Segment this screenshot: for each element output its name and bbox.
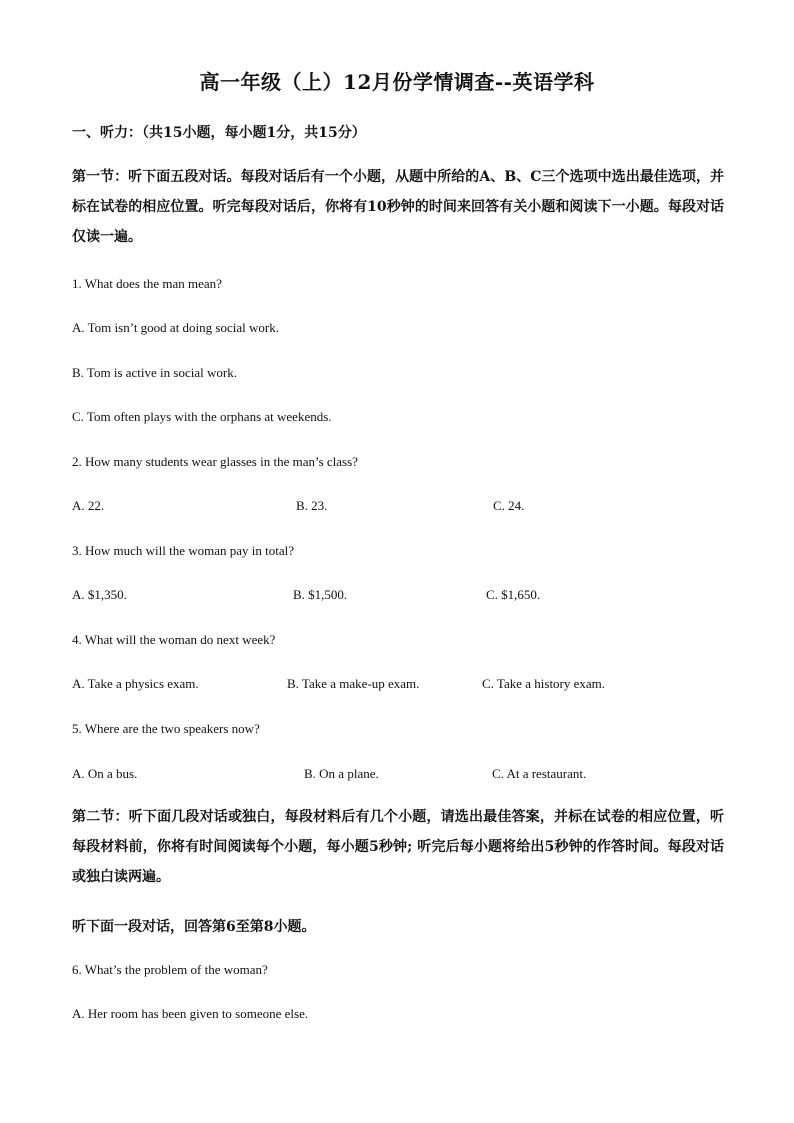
- question-3-option-c: C. $1,650.: [486, 587, 541, 602]
- part2-instructions: 第二节：听下面几段对话或独白，每段材料后有几个小题，请选出最佳答案，并标在试卷的相应位置，听每段材料前，你将有时间阅读每个小题，每小题5秒钟; 听完后每小题将给出5秒钟的作答时间。每段对话或独白读两遍。: [72, 809, 724, 885]
- question-1-option-a: A. Tom isn’t good at doing social work.: [72, 320, 279, 335]
- question-1-option-c: C. Tom often plays with the orphans at weekends.: [72, 409, 332, 424]
- question-4-stem: 4. What will the woman do next week?: [72, 632, 276, 647]
- exam-title: 高一年级（上）12月份学情调查--英语学科: [199, 70, 595, 94]
- question-4-option-c: C. Take a history exam.: [482, 676, 606, 691]
- question-1-option-b: B. Tom is active in social work.: [72, 365, 237, 380]
- question-2-option-b: B. 23.: [296, 498, 328, 513]
- question-2-option-c: C. 24.: [493, 498, 525, 513]
- question-5-stem: 5. Where are the two speakers now?: [72, 721, 260, 736]
- question-5-option-b: B. On a plane.: [304, 766, 379, 781]
- question-6-option-a: A. Her room has been given to someone else.: [72, 1006, 309, 1021]
- question-6-stem: 6. What’s the problem of the woman?: [72, 962, 268, 977]
- question-2-stem: 2. How many students wear glasses in the man’s class?: [72, 454, 358, 469]
- dialogue-intro: 听下面一段对话，回答第6至第8小题。: [72, 919, 316, 935]
- question-3-option-b: B. $1,500.: [293, 587, 348, 602]
- part1-instructions: 第一节：听下面五段对话。每段对话后有一个小题，从题中所给的A、B、C三个选项中选出最佳选项，并标在试卷的相应位置。听完每段对话后，你将有10秒钟的时间来回答有关小题和阅读下一小题。每段对话仅读一遍。: [72, 169, 724, 245]
- question-2-option-a: A. 22.: [72, 498, 105, 513]
- section-heading-listening: 一、听力：（共15小题，每小题1分，共15分）: [72, 125, 366, 141]
- question-1-stem: 1. What does the man mean?: [72, 276, 222, 291]
- question-5-option-c: C. At a restaurant.: [492, 766, 587, 781]
- question-5-option-a: A. On a bus.: [72, 766, 138, 781]
- question-3-option-a: A. $1,350.: [72, 587, 127, 602]
- question-3-stem: 3. How much will the woman pay in total?: [72, 543, 295, 558]
- question-4-option-b: B. Take a make-up exam.: [287, 676, 420, 691]
- question-4-option-a: A. Take a physics exam.: [72, 676, 199, 691]
